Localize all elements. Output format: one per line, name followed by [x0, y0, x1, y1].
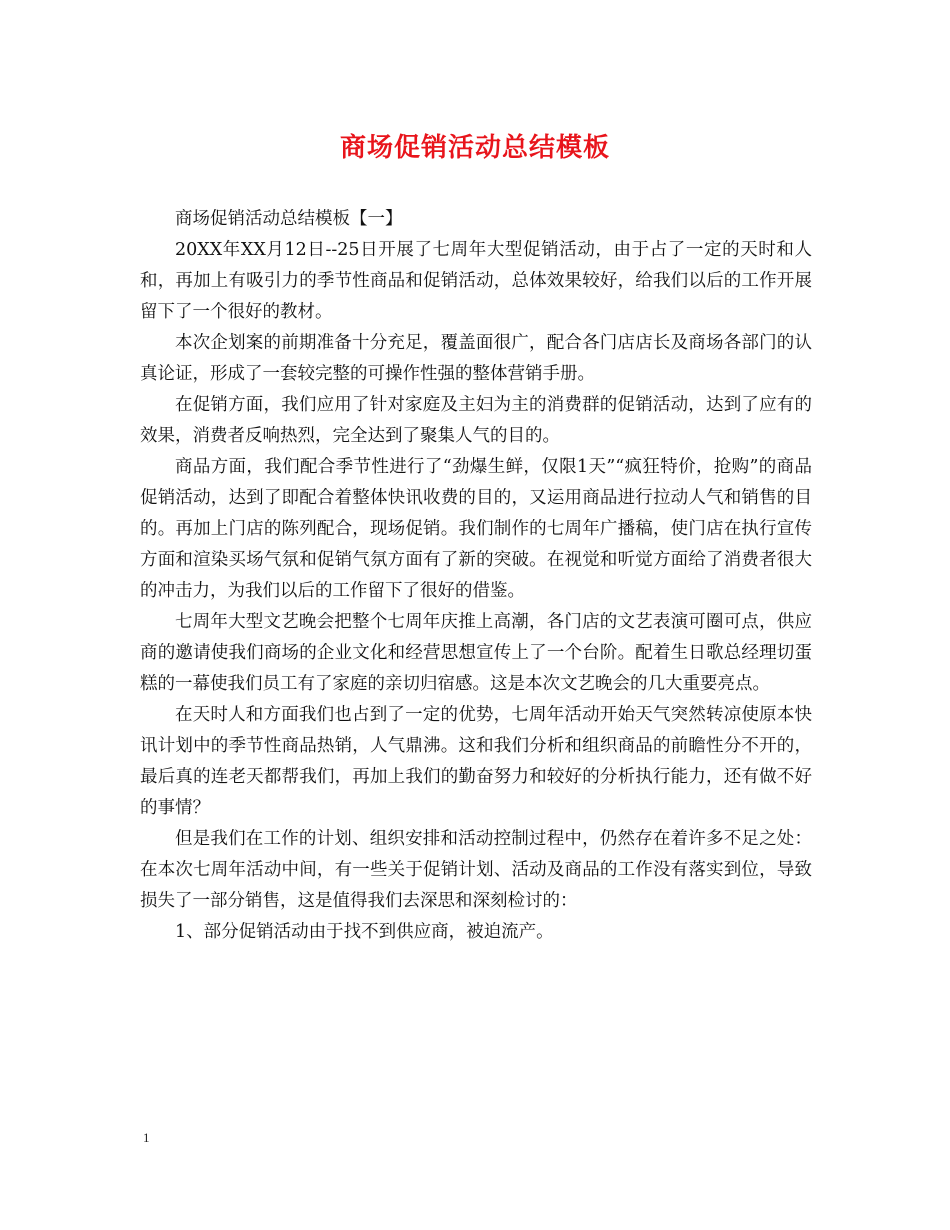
paragraph: 本次企划案的前期准备十分充足，覆盖面很广，配合各门店店长及商场各部门的认真论证，形成了一套较完整的可操作性强的整体营销手册。 — [140, 333, 812, 384]
paragraph: 但是我们在工作的计划、组织安排和活动控制过程中，仍然存在着许多不足之处：在本次七周年活动中间，有一些关于促销计划、活动及商品的工作没有落实到位，导致损失了一部分销售，这是值得我们去深思和深刻检讨的： — [140, 829, 812, 911]
document-title: 商场促销活动总结模板 — [339, 133, 610, 163]
document-body — [140, 204, 812, 948]
paragraph: 在促销方面，我们应用了针对家庭及主妇为主的消费群的促销活动，达到了应有的效果，消费者反响热烈，完全达到了聚集人气的目的。 — [140, 395, 812, 446]
paragraph: 在天时人和方面我们也占到了一定的优势，七周年活动开始天气突然转凉使原本快讯计划中的季节性商品热销，人气鼎沸。这和我们分析和组织商品的前瞻性分不开的，最后真的连老天都帮我们，再加上我们的勤奋努力和较好的分析执行能力，还有做不好的事情？ — [140, 705, 812, 818]
page-number: 1 — [143, 1130, 150, 1145]
section-heading: 商场促销活动总结模板【一】 — [175, 209, 403, 229]
paragraph: 20XX年XX月12日--25日开展了七周年大型促销活动，由于占了一定的天时和人和，再加上有吸引力的季节性商品和促销活动，总体效果较好，给我们以后的工作开展留下了一个很好的教材。 — [140, 240, 812, 322]
paragraph: 七周年大型文艺晚会把整个七周年庆推上高潮，各门店的文艺表演可圈可点，供应商的邀请使我们商场的企业文化和经营思想宣传上了一个台阶。配着生日歌总经理切蛋糕的一幕使我们员工有了家庭的亲切归宿感。这是本次文艺晚会的几大重要亮点。 — [140, 612, 812, 694]
paragraph: 商品方面，我们配合季节性进行了“劲爆生鲜，仅限1天”“疯狂特价，抢购”的商品促销活动，达到了即配合着整体快讯收费的目的，又运用商品进行拉动人气和销售的目的。再加上门店的陈列配合，现场促销。我们制作的七周年广播稿，使门店在执行宣传方面和渲染买场气氛和促销气氛方面有了新的突破。在视觉和听觉方面给了消费者很大的冲击力，为我们以后的工作留下了很好的借鉴。 — [140, 457, 812, 601]
list-item: 1、部分促销活动由于找不到供应商，被迫流产。 — [175, 922, 554, 942]
